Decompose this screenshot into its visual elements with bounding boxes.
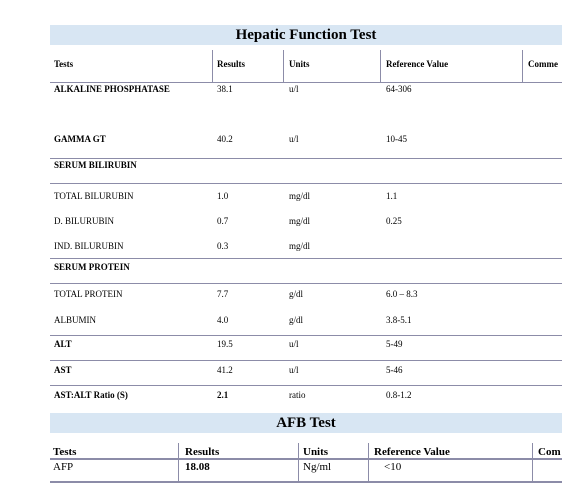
test-name: ALKALINE PHOSPHATASE — [54, 84, 170, 94]
table-row — [50, 82, 562, 132]
reference-value: 0.25 — [386, 216, 402, 226]
result-value: 40.2 — [217, 134, 233, 144]
reference-value: 6.0 – 8.3 — [386, 289, 418, 299]
result-value: 1.0 — [217, 191, 229, 201]
afb-test-name: AFP — [53, 461, 74, 473]
afb-unit-value: Ng/ml — [303, 461, 332, 473]
column-divider — [178, 443, 179, 483]
test-name: GAMMA GT — [54, 134, 106, 144]
header-underline — [50, 458, 562, 460]
test-name: ALT — [54, 339, 72, 349]
afb-test-title: AFB Test — [50, 413, 562, 433]
reference-value: 64-306 — [386, 84, 412, 94]
test-name: D. BILURUBIN — [54, 216, 114, 226]
header-reference: Reference Value — [374, 446, 450, 458]
unit-value: u/l — [289, 365, 299, 375]
test-name: AST:ALT Ratio (S) — [54, 390, 128, 400]
reference-value: 3.8-5.1 — [386, 315, 412, 325]
afb-reference-value: <10 — [384, 461, 402, 473]
header-units: Units — [289, 59, 310, 69]
test-name: IND. BILURUBIN — [54, 241, 124, 251]
table-bottom-border — [50, 481, 562, 483]
unit-value: g/dl — [289, 289, 304, 299]
unit-value: mg/dl — [289, 191, 311, 201]
test-name: TOTAL BILURUBIN — [54, 191, 134, 201]
column-divider — [298, 443, 299, 483]
section-row — [50, 158, 562, 184]
result-value: 38.1 — [217, 84, 233, 94]
section-title: SERUM BILIRUBIN — [54, 160, 137, 170]
result-value: 41.2 — [217, 365, 233, 375]
unit-value: u/l — [289, 84, 299, 94]
column-divider — [283, 50, 284, 82]
reference-value: 1.1 — [386, 191, 398, 201]
unit-value: u/l — [289, 134, 299, 144]
table-row — [50, 360, 562, 386]
unit-value: mg/dl — [289, 216, 311, 226]
hepatic-function-title: Hepatic Function Test — [50, 25, 562, 45]
header-tests: Tests — [53, 446, 77, 458]
table-row — [50, 385, 562, 410]
result-value: 2.1 — [217, 390, 229, 400]
column-divider — [380, 50, 381, 82]
table-row — [50, 308, 562, 336]
reference-value: 10-45 — [386, 134, 407, 144]
result-value: 4.0 — [217, 315, 229, 325]
header-units: Units — [303, 446, 329, 458]
test-name: AST — [54, 365, 72, 375]
column-divider — [212, 50, 213, 82]
result-value: 19.5 — [217, 339, 233, 349]
afb-table — [50, 443, 562, 483]
table-row — [50, 233, 562, 259]
header-comments: Comme — [528, 59, 558, 69]
comments-header-clip — [538, 443, 562, 483]
result-value: 0.3 — [217, 241, 229, 251]
unit-value: ratio — [289, 390, 306, 400]
column-divider — [368, 443, 369, 483]
table-row — [50, 283, 562, 308]
section-title: SERUM PROTEIN — [54, 262, 130, 272]
table-row — [50, 208, 562, 233]
test-name: TOTAL PROTEIN — [54, 289, 123, 299]
reference-value: 5-46 — [386, 365, 403, 375]
table-row — [50, 132, 562, 159]
table-row — [50, 335, 562, 361]
result-value: 0.7 — [217, 216, 229, 226]
afb-result-value: 18.08 — [185, 461, 210, 473]
reference-value: 0.8-1.2 — [386, 390, 412, 400]
reference-value: 5-49 — [386, 339, 403, 349]
column-divider — [532, 443, 533, 483]
header-comments: Com — [538, 446, 561, 458]
table-header-row — [50, 50, 562, 83]
header-results: Results — [185, 446, 220, 458]
unit-value: mg/dl — [289, 241, 311, 251]
section-row — [50, 258, 562, 284]
test-name: ALBUMIN — [54, 315, 96, 325]
header-reference: Reference Value — [386, 59, 449, 69]
result-value: 7.7 — [217, 289, 229, 299]
unit-value: g/dl — [289, 315, 304, 325]
column-divider — [522, 50, 523, 82]
header-results: Results — [217, 59, 246, 69]
table-row — [50, 183, 562, 208]
unit-value: u/l — [289, 339, 299, 349]
header-tests: Tests — [54, 59, 74, 69]
